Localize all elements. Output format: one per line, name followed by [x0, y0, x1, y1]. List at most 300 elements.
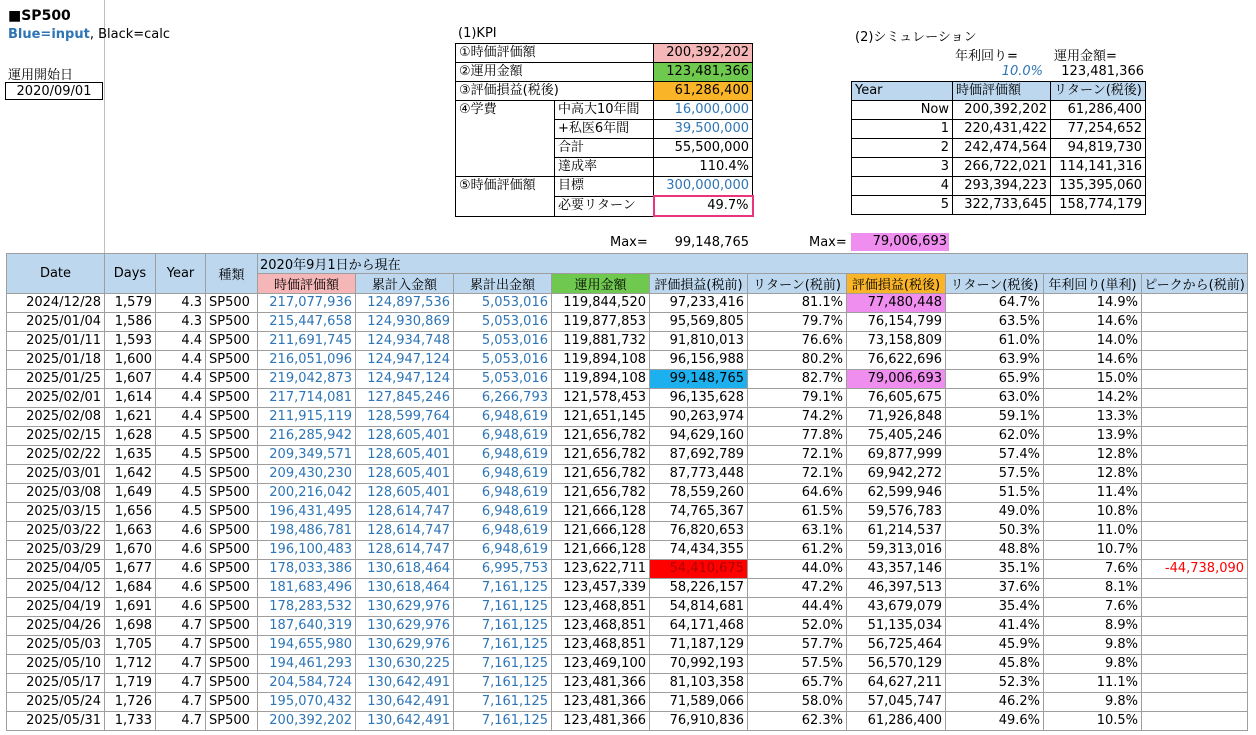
- cell-annual-yield[interactable]: 9.8%: [1044, 655, 1142, 674]
- cell-annual-yield[interactable]: 12.8%: [1044, 465, 1142, 484]
- cell-pl-pretax[interactable]: 95,569,805: [650, 313, 748, 332]
- cell-year[interactable]: 4.7: [156, 674, 206, 693]
- cell-return-pretax[interactable]: 47.2%: [748, 579, 847, 598]
- max-pretax-value[interactable]: 99,148,765: [674, 235, 749, 250]
- cell-days[interactable]: 1,642: [105, 465, 156, 484]
- cell-pl-pretax[interactable]: 71,187,129: [650, 636, 748, 655]
- sim-value[interactable]: 322,733,645: [953, 196, 1051, 215]
- cell-pl-pretax[interactable]: 76,910,836: [650, 712, 748, 731]
- cell-from-peak[interactable]: [1142, 617, 1248, 636]
- cell-kind[interactable]: SP500: [206, 465, 258, 484]
- cell-invested[interactable]: 119,881,732: [552, 332, 650, 351]
- cell-kind[interactable]: SP500: [206, 522, 258, 541]
- cell-pl-pretax[interactable]: 96,156,988: [650, 351, 748, 370]
- cell-pl-aftertax[interactable]: 71,926,848: [847, 408, 946, 427]
- cell-cum-deposit[interactable]: 128,605,401: [356, 446, 454, 465]
- sim-return[interactable]: 135,395,060: [1051, 177, 1146, 196]
- cell-cum-withdraw[interactable]: 7,161,125: [454, 598, 552, 617]
- cell-cum-deposit[interactable]: 128,614,747: [356, 541, 454, 560]
- sim-return[interactable]: 61,286,400: [1051, 101, 1146, 120]
- cell-pl-aftertax[interactable]: 59,576,783: [847, 503, 946, 522]
- sim-return[interactable]: 77,254,652: [1051, 120, 1146, 139]
- cell-from-peak[interactable]: [1142, 313, 1248, 332]
- kpi-value[interactable]: 123,481,366: [654, 63, 753, 82]
- cell-kind[interactable]: SP500: [206, 560, 258, 579]
- cell-invested[interactable]: 123,481,366: [552, 712, 650, 731]
- cell-date[interactable]: 2025/04/26: [7, 617, 105, 636]
- sim-return[interactable]: 114,141,316: [1051, 158, 1146, 177]
- cell-pl-aftertax[interactable]: 62,599,946: [847, 484, 946, 503]
- cell-pl-pretax[interactable]: 74,434,355: [650, 541, 748, 560]
- cell-year[interactable]: 4.7: [156, 655, 206, 674]
- sim-rate-value[interactable]: 10.0%: [1001, 64, 1043, 79]
- cell-date[interactable]: 2025/05/31: [7, 712, 105, 731]
- cell-date[interactable]: 2025/04/19: [7, 598, 105, 617]
- cell-annual-yield[interactable]: 7.6%: [1044, 560, 1142, 579]
- cell-return-pretax[interactable]: 79.7%: [748, 313, 847, 332]
- cell-kind[interactable]: SP500: [206, 313, 258, 332]
- cell-cum-deposit[interactable]: 124,947,124: [356, 351, 454, 370]
- cell-return-pretax[interactable]: 81.1%: [748, 294, 847, 313]
- cell-date[interactable]: 2025/05/17: [7, 674, 105, 693]
- cell-date[interactable]: 2025/03/29: [7, 541, 105, 560]
- cell-cum-withdraw[interactable]: 5,053,016: [454, 332, 552, 351]
- cell-cum-deposit[interactable]: 128,605,401: [356, 484, 454, 503]
- cell-cum-withdraw[interactable]: 7,161,125: [454, 617, 552, 636]
- cell-return-pretax[interactable]: 76.6%: [748, 332, 847, 351]
- cell-days[interactable]: 1,621: [105, 408, 156, 427]
- cell-pl-aftertax[interactable]: 43,357,146: [847, 560, 946, 579]
- cell-from-peak[interactable]: [1142, 541, 1248, 560]
- cell-invested[interactable]: 123,457,339: [552, 579, 650, 598]
- cell-invested[interactable]: 123,468,851: [552, 636, 650, 655]
- cell-year[interactable]: 4.4: [156, 408, 206, 427]
- cell-year[interactable]: 4.6: [156, 560, 206, 579]
- sim-value[interactable]: 220,431,422: [953, 120, 1051, 139]
- cell-return-aftertax[interactable]: 65.9%: [946, 370, 1044, 389]
- cell-cum-deposit[interactable]: 127,845,246: [356, 389, 454, 408]
- cell-year[interactable]: 4.4: [156, 370, 206, 389]
- max-aftertax-value[interactable]: 79,006,693: [851, 233, 949, 251]
- cell-pl-pretax[interactable]: 70,992,193: [650, 655, 748, 674]
- cell-market-value[interactable]: 196,100,483: [258, 541, 356, 560]
- cell-from-peak[interactable]: [1142, 332, 1248, 351]
- cell-pl-aftertax[interactable]: 61,286,400: [847, 712, 946, 731]
- cell-invested[interactable]: 119,844,520: [552, 294, 650, 313]
- cell-annual-yield[interactable]: 14.6%: [1044, 313, 1142, 332]
- cell-pl-pretax[interactable]: 74,765,367: [650, 503, 748, 522]
- cell-pl-aftertax[interactable]: 56,570,129: [847, 655, 946, 674]
- cell-return-pretax[interactable]: 52.0%: [748, 617, 847, 636]
- cell-from-peak[interactable]: [1142, 693, 1248, 712]
- cell-cum-deposit[interactable]: 128,614,747: [356, 522, 454, 541]
- cell-kind[interactable]: SP500: [206, 408, 258, 427]
- cell-cum-deposit[interactable]: 130,618,464: [356, 560, 454, 579]
- cell-kind[interactable]: SP500: [206, 579, 258, 598]
- cell-year[interactable]: 4.6: [156, 522, 206, 541]
- cell-invested[interactable]: 123,481,366: [552, 693, 650, 712]
- cell-year[interactable]: 4.7: [156, 712, 206, 731]
- cell-return-pretax[interactable]: 72.1%: [748, 465, 847, 484]
- cell-days[interactable]: 1,719: [105, 674, 156, 693]
- cell-date[interactable]: 2025/02/15: [7, 427, 105, 446]
- cell-invested[interactable]: 121,651,145: [552, 408, 650, 427]
- cell-cum-withdraw[interactable]: 7,161,125: [454, 674, 552, 693]
- cell-annual-yield[interactable]: 14.2%: [1044, 389, 1142, 408]
- cell-date[interactable]: 2025/05/10: [7, 655, 105, 674]
- cell-cum-deposit[interactable]: 130,629,976: [356, 598, 454, 617]
- cell-date[interactable]: 2025/01/11: [7, 332, 105, 351]
- cell-days[interactable]: 1,698: [105, 617, 156, 636]
- cell-from-peak[interactable]: [1142, 712, 1248, 731]
- required-return-value[interactable]: 49.7%: [654, 196, 753, 216]
- cell-return-aftertax[interactable]: 49.0%: [946, 503, 1044, 522]
- cell-year[interactable]: 4.7: [156, 693, 206, 712]
- cell-days[interactable]: 1,733: [105, 712, 156, 731]
- cell-market-value[interactable]: 217,714,081: [258, 389, 356, 408]
- cell-return-aftertax[interactable]: 51.5%: [946, 484, 1044, 503]
- cell-invested[interactable]: 121,666,128: [552, 541, 650, 560]
- cell-return-aftertax[interactable]: 35.1%: [946, 560, 1044, 579]
- cell-pl-pretax[interactable]: 54,410,675: [650, 560, 748, 579]
- cell-return-aftertax[interactable]: 57.5%: [946, 465, 1044, 484]
- cell-invested[interactable]: 123,481,366: [552, 674, 650, 693]
- cell-market-value[interactable]: 200,392,202: [258, 712, 356, 731]
- cell-return-pretax[interactable]: 82.7%: [748, 370, 847, 389]
- cell-cum-deposit[interactable]: 128,614,747: [356, 503, 454, 522]
- cell-from-peak[interactable]: [1142, 294, 1248, 313]
- cell-date[interactable]: 2025/04/05: [7, 560, 105, 579]
- cell-annual-yield[interactable]: 11.4%: [1044, 484, 1142, 503]
- cell-invested[interactable]: 119,894,108: [552, 370, 650, 389]
- cell-kind[interactable]: SP500: [206, 655, 258, 674]
- cell-pl-aftertax[interactable]: 76,622,696: [847, 351, 946, 370]
- cell-market-value[interactable]: 181,683,496: [258, 579, 356, 598]
- cell-return-aftertax[interactable]: 62.0%: [946, 427, 1044, 446]
- cell-invested[interactable]: 121,666,128: [552, 503, 650, 522]
- cell-pl-aftertax[interactable]: 75,405,246: [847, 427, 946, 446]
- cell-cum-deposit[interactable]: 130,618,464: [356, 579, 454, 598]
- cell-days[interactable]: 1,579: [105, 294, 156, 313]
- cell-from-peak[interactable]: [1142, 370, 1248, 389]
- cell-from-peak[interactable]: [1142, 427, 1248, 446]
- cell-market-value[interactable]: 216,051,096: [258, 351, 356, 370]
- cell-date[interactable]: 2025/03/08: [7, 484, 105, 503]
- cell-pl-aftertax[interactable]: 61,214,537: [847, 522, 946, 541]
- cell-pl-aftertax[interactable]: 46,397,513: [847, 579, 946, 598]
- cell-days[interactable]: 1,677: [105, 560, 156, 579]
- cell-cum-withdraw[interactable]: 6,948,619: [454, 541, 552, 560]
- sim-value[interactable]: 242,474,564: [953, 139, 1051, 158]
- cell-annual-yield[interactable]: 14.6%: [1044, 351, 1142, 370]
- cell-from-peak[interactable]: [1142, 446, 1248, 465]
- cell-annual-yield[interactable]: 15.0%: [1044, 370, 1142, 389]
- edu-item-value[interactable]: 110.4%: [654, 158, 753, 177]
- cell-kind[interactable]: SP500: [206, 541, 258, 560]
- cell-pl-aftertax[interactable]: 76,154,799: [847, 313, 946, 332]
- cell-kind[interactable]: SP500: [206, 598, 258, 617]
- cell-cum-deposit[interactable]: 130,629,976: [356, 636, 454, 655]
- kpi-value[interactable]: 200,392,202: [654, 44, 753, 63]
- cell-kind[interactable]: SP500: [206, 351, 258, 370]
- cell-annual-yield[interactable]: 12.8%: [1044, 446, 1142, 465]
- cell-pl-aftertax[interactable]: 64,627,211: [847, 674, 946, 693]
- cell-market-value[interactable]: 211,915,119: [258, 408, 356, 427]
- cell-date[interactable]: 2025/01/25: [7, 370, 105, 389]
- start-date-cell[interactable]: 2020/09/01: [5, 82, 103, 100]
- cell-return-pretax[interactable]: 80.2%: [748, 351, 847, 370]
- cell-cum-deposit[interactable]: 128,599,764: [356, 408, 454, 427]
- cell-days[interactable]: 1,635: [105, 446, 156, 465]
- cell-kind[interactable]: SP500: [206, 389, 258, 408]
- cell-date[interactable]: 2025/03/22: [7, 522, 105, 541]
- cell-cum-withdraw[interactable]: 6,995,753: [454, 560, 552, 579]
- cell-from-peak[interactable]: [1142, 655, 1248, 674]
- cell-kind[interactable]: SP500: [206, 674, 258, 693]
- cell-cum-withdraw[interactable]: 6,948,619: [454, 503, 552, 522]
- cell-annual-yield[interactable]: 11.0%: [1044, 522, 1142, 541]
- cell-cum-withdraw[interactable]: 5,053,016: [454, 294, 552, 313]
- cell-cum-withdraw[interactable]: 5,053,016: [454, 351, 552, 370]
- cell-date[interactable]: 2025/03/01: [7, 465, 105, 484]
- cell-year[interactable]: 4.5: [156, 427, 206, 446]
- cell-pl-pretax[interactable]: 99,148,765: [650, 370, 748, 389]
- cell-days[interactable]: 1,607: [105, 370, 156, 389]
- cell-return-pretax[interactable]: 63.1%: [748, 522, 847, 541]
- cell-return-pretax[interactable]: 77.8%: [748, 427, 847, 446]
- cell-invested[interactable]: 123,622,711: [552, 560, 650, 579]
- sim-return[interactable]: 158,774,179: [1051, 196, 1146, 215]
- cell-days[interactable]: 1,586: [105, 313, 156, 332]
- cell-cum-withdraw[interactable]: 5,053,016: [454, 313, 552, 332]
- cell-pl-aftertax[interactable]: 77,480,448: [847, 294, 946, 313]
- cell-year[interactable]: 4.4: [156, 389, 206, 408]
- cell-annual-yield[interactable]: 14.9%: [1044, 294, 1142, 313]
- cell-from-peak[interactable]: -44,738,090: [1142, 560, 1248, 579]
- cell-return-aftertax[interactable]: 64.7%: [946, 294, 1044, 313]
- cell-annual-yield[interactable]: 7.6%: [1044, 598, 1142, 617]
- cell-days[interactable]: 1,656: [105, 503, 156, 522]
- cell-cum-withdraw[interactable]: 7,161,125: [454, 636, 552, 655]
- cell-cum-deposit[interactable]: 128,605,401: [356, 427, 454, 446]
- sim-amount-value[interactable]: 123,481,366: [1061, 64, 1144, 79]
- cell-cum-deposit[interactable]: 130,629,976: [356, 617, 454, 636]
- cell-return-aftertax[interactable]: 52.3%: [946, 674, 1044, 693]
- cell-return-pretax[interactable]: 72.1%: [748, 446, 847, 465]
- cell-return-aftertax[interactable]: 46.2%: [946, 693, 1044, 712]
- cell-market-value[interactable]: 178,033,386: [258, 560, 356, 579]
- cell-from-peak[interactable]: [1142, 408, 1248, 427]
- cell-invested[interactable]: 123,469,100: [552, 655, 650, 674]
- cell-cum-deposit[interactable]: 130,642,491: [356, 693, 454, 712]
- cell-days[interactable]: 1,705: [105, 636, 156, 655]
- edu-item-value[interactable]: 55,500,000: [654, 139, 753, 158]
- cell-invested[interactable]: 121,666,128: [552, 522, 650, 541]
- cell-invested[interactable]: 119,894,108: [552, 351, 650, 370]
- cell-market-value[interactable]: 194,655,980: [258, 636, 356, 655]
- cell-kind[interactable]: SP500: [206, 446, 258, 465]
- cell-cum-withdraw[interactable]: 5,053,016: [454, 370, 552, 389]
- cell-return-aftertax[interactable]: 57.4%: [946, 446, 1044, 465]
- cell-cum-withdraw[interactable]: 6,266,793: [454, 389, 552, 408]
- cell-year[interactable]: 4.3: [156, 294, 206, 313]
- cell-return-pretax[interactable]: 64.6%: [748, 484, 847, 503]
- cell-days[interactable]: 1,663: [105, 522, 156, 541]
- cell-kind[interactable]: SP500: [206, 636, 258, 655]
- cell-pl-pretax[interactable]: 87,692,789: [650, 446, 748, 465]
- cell-date[interactable]: 2025/01/04: [7, 313, 105, 332]
- cell-pl-aftertax[interactable]: 56,725,464: [847, 636, 946, 655]
- cell-kind[interactable]: SP500: [206, 712, 258, 731]
- cell-from-peak[interactable]: [1142, 503, 1248, 522]
- cell-invested[interactable]: 119,877,853: [552, 313, 650, 332]
- cell-cum-withdraw[interactable]: 7,161,125: [454, 712, 552, 731]
- target-item-value[interactable]: 300,000,000: [654, 177, 753, 197]
- cell-annual-yield[interactable]: 13.3%: [1044, 408, 1142, 427]
- cell-cum-deposit[interactable]: 130,642,491: [356, 712, 454, 731]
- cell-market-value[interactable]: 195,070,432: [258, 693, 356, 712]
- sim-return[interactable]: 94,819,730: [1051, 139, 1146, 158]
- cell-return-aftertax[interactable]: 41.4%: [946, 617, 1044, 636]
- cell-return-pretax[interactable]: 79.1%: [748, 389, 847, 408]
- cell-market-value[interactable]: 211,691,745: [258, 332, 356, 351]
- cell-cum-withdraw[interactable]: 6,948,619: [454, 427, 552, 446]
- cell-cum-deposit[interactable]: 130,630,225: [356, 655, 454, 674]
- cell-market-value[interactable]: 209,430,230: [258, 465, 356, 484]
- cell-pl-pretax[interactable]: 91,810,013: [650, 332, 748, 351]
- cell-market-value[interactable]: 217,077,936: [258, 294, 356, 313]
- cell-from-peak[interactable]: [1142, 484, 1248, 503]
- cell-market-value[interactable]: 198,486,781: [258, 522, 356, 541]
- cell-year[interactable]: 4.6: [156, 579, 206, 598]
- cell-pl-aftertax[interactable]: 51,135,034: [847, 617, 946, 636]
- cell-invested[interactable]: 123,468,851: [552, 598, 650, 617]
- cell-from-peak[interactable]: [1142, 636, 1248, 655]
- cell-cum-deposit[interactable]: 124,897,536: [356, 294, 454, 313]
- cell-return-pretax[interactable]: 58.0%: [748, 693, 847, 712]
- cell-days[interactable]: 1,712: [105, 655, 156, 674]
- cell-pl-pretax[interactable]: 78,559,260: [650, 484, 748, 503]
- cell-return-pretax[interactable]: 57.7%: [748, 636, 847, 655]
- cell-pl-pretax[interactable]: 58,226,157: [650, 579, 748, 598]
- cell-date[interactable]: 2025/02/01: [7, 389, 105, 408]
- cell-return-pretax[interactable]: 65.7%: [748, 674, 847, 693]
- cell-market-value[interactable]: 178,283,532: [258, 598, 356, 617]
- cell-annual-yield[interactable]: 10.8%: [1044, 503, 1142, 522]
- edu-item-value[interactable]: 39,500,000: [654, 120, 753, 139]
- cell-kind[interactable]: SP500: [206, 370, 258, 389]
- cell-from-peak[interactable]: [1142, 598, 1248, 617]
- cell-market-value[interactable]: 209,349,571: [258, 446, 356, 465]
- cell-cum-deposit[interactable]: 124,934,748: [356, 332, 454, 351]
- cell-return-aftertax[interactable]: 45.9%: [946, 636, 1044, 655]
- cell-date[interactable]: 2025/03/15: [7, 503, 105, 522]
- cell-pl-pretax[interactable]: 87,773,448: [650, 465, 748, 484]
- cell-from-peak[interactable]: [1142, 465, 1248, 484]
- cell-year[interactable]: 4.5: [156, 484, 206, 503]
- cell-return-aftertax[interactable]: 63.5%: [946, 313, 1044, 332]
- cell-date[interactable]: 2025/02/22: [7, 446, 105, 465]
- cell-market-value[interactable]: 187,640,319: [258, 617, 356, 636]
- cell-invested[interactable]: 121,656,782: [552, 446, 650, 465]
- cell-kind[interactable]: SP500: [206, 503, 258, 522]
- cell-annual-yield[interactable]: 10.7%: [1044, 541, 1142, 560]
- cell-cum-withdraw[interactable]: 6,948,619: [454, 484, 552, 503]
- cell-days[interactable]: 1,593: [105, 332, 156, 351]
- cell-pl-aftertax[interactable]: 57,045,747: [847, 693, 946, 712]
- cell-pl-aftertax[interactable]: 69,877,999: [847, 446, 946, 465]
- cell-year[interactable]: 4.5: [156, 503, 206, 522]
- cell-return-pretax[interactable]: 74.2%: [748, 408, 847, 427]
- cell-date[interactable]: 2025/05/24: [7, 693, 105, 712]
- cell-year[interactable]: 4.7: [156, 617, 206, 636]
- cell-kind[interactable]: SP500: [206, 617, 258, 636]
- cell-invested[interactable]: 121,656,782: [552, 427, 650, 446]
- cell-pl-pretax[interactable]: 71,589,066: [650, 693, 748, 712]
- cell-annual-yield[interactable]: 11.1%: [1044, 674, 1142, 693]
- cell-return-aftertax[interactable]: 59.1%: [946, 408, 1044, 427]
- cell-from-peak[interactable]: [1142, 674, 1248, 693]
- cell-days[interactable]: 1,684: [105, 579, 156, 598]
- cell-market-value[interactable]: 204,584,724: [258, 674, 356, 693]
- cell-year[interactable]: 4.7: [156, 636, 206, 655]
- cell-return-aftertax[interactable]: 45.8%: [946, 655, 1044, 674]
- cell-return-aftertax[interactable]: 61.0%: [946, 332, 1044, 351]
- edu-item-value[interactable]: 16,000,000: [654, 101, 753, 120]
- cell-from-peak[interactable]: [1142, 389, 1248, 408]
- cell-return-pretax[interactable]: 62.3%: [748, 712, 847, 731]
- cell-days[interactable]: 1,628: [105, 427, 156, 446]
- cell-return-pretax[interactable]: 44.4%: [748, 598, 847, 617]
- cell-pl-pretax[interactable]: 94,629,160: [650, 427, 748, 446]
- cell-cum-withdraw[interactable]: 7,161,125: [454, 693, 552, 712]
- cell-date[interactable]: 2025/05/03: [7, 636, 105, 655]
- cell-days[interactable]: 1,600: [105, 351, 156, 370]
- cell-kind[interactable]: SP500: [206, 484, 258, 503]
- cell-return-aftertax[interactable]: 49.6%: [946, 712, 1044, 731]
- cell-date[interactable]: 2025/02/08: [7, 408, 105, 427]
- cell-return-aftertax[interactable]: 63.9%: [946, 351, 1044, 370]
- cell-cum-withdraw[interactable]: 7,161,125: [454, 655, 552, 674]
- cell-annual-yield[interactable]: 14.0%: [1044, 332, 1142, 351]
- cell-days[interactable]: 1,726: [105, 693, 156, 712]
- cell-market-value[interactable]: 216,285,942: [258, 427, 356, 446]
- cell-return-aftertax[interactable]: 37.6%: [946, 579, 1044, 598]
- cell-return-aftertax[interactable]: 50.3%: [946, 522, 1044, 541]
- cell-date[interactable]: 2025/04/12: [7, 579, 105, 598]
- kpi-value[interactable]: 61,286,400: [654, 82, 753, 101]
- cell-pl-pretax[interactable]: 90,263,974: [650, 408, 748, 427]
- cell-date[interactable]: 2024/12/28: [7, 294, 105, 313]
- cell-kind[interactable]: SP500: [206, 427, 258, 446]
- cell-cum-deposit[interactable]: 128,605,401: [356, 465, 454, 484]
- cell-return-pretax[interactable]: 44.0%: [748, 560, 847, 579]
- cell-return-pretax[interactable]: 57.5%: [748, 655, 847, 674]
- cell-cum-deposit[interactable]: 130,642,491: [356, 674, 454, 693]
- cell-invested[interactable]: 121,656,782: [552, 484, 650, 503]
- cell-pl-aftertax[interactable]: 76,605,675: [847, 389, 946, 408]
- cell-kind[interactable]: SP500: [206, 294, 258, 313]
- cell-annual-yield[interactable]: 8.1%: [1044, 579, 1142, 598]
- cell-year[interactable]: 4.3: [156, 313, 206, 332]
- sim-value[interactable]: 200,392,202: [953, 101, 1051, 120]
- cell-year[interactable]: 4.6: [156, 541, 206, 560]
- cell-date[interactable]: 2025/01/18: [7, 351, 105, 370]
- cell-invested[interactable]: 121,578,453: [552, 389, 650, 408]
- cell-pl-pretax[interactable]: 54,814,681: [650, 598, 748, 617]
- cell-market-value[interactable]: 215,447,658: [258, 313, 356, 332]
- cell-annual-yield[interactable]: 9.8%: [1044, 693, 1142, 712]
